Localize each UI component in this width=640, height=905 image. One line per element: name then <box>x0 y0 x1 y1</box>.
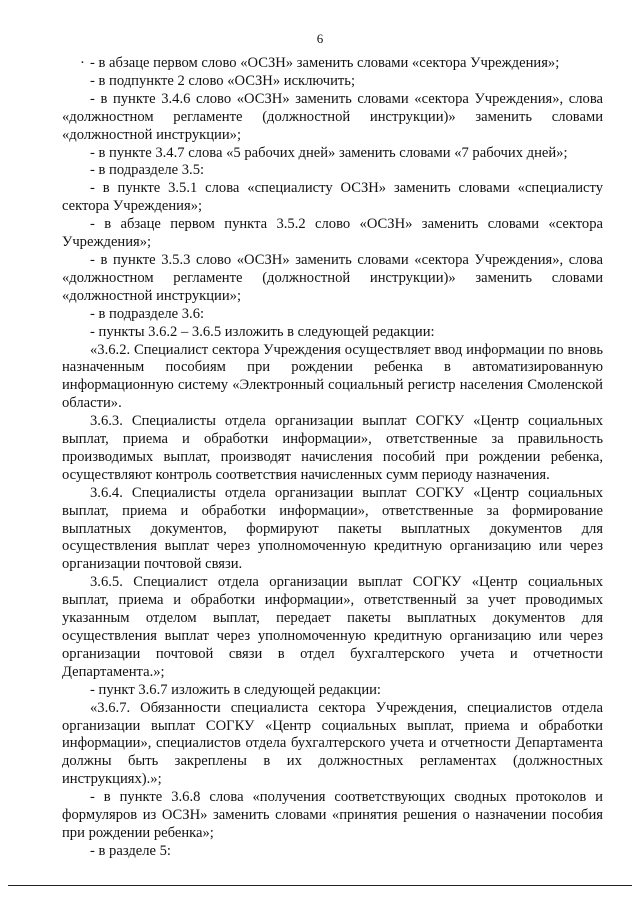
paragraph: - в пункте 3.4.6 слово «ОСЗН» заменить словами «сектора Учреждения», слова «должностном регламенте (должностной инструкции)» заменить словами «должностной инструкции»; <box>62 90 603 143</box>
page-number: 6 <box>316 31 324 46</box>
paragraph: - в разделе 5: <box>90 842 171 859</box>
paragraph: · - в абзаце первом слово «ОСЗН» заменить словами «сектора Учреждения»; <box>80 55 560 71</box>
paragraph: - в пункте 3.5.3 слово «ОСЗН» заменить словами «сектора Учреждения», слова «должностном регламенте (должностной инструкции)» заменить словами «должностной инструкции»; <box>62 251 603 304</box>
paragraph: 3.6.5. Специалист отдела организации выплат СОГКУ «Центр социальных выплат, приема и обработки информации», ответственный за учет проводимых указанным отделом выплат, передает пакеты выплатных документов для осуществления выплат через уполномоченную кредитную организацию или через организации почтовой связи в отдел бухгалтерского учета и отчетности Департамента.»; <box>62 574 603 680</box>
paragraph: - в абзаце первом пункта 3.5.2 слово «ОСЗН» заменить словами «сектора Учреждения»; <box>62 216 603 251</box>
paragraph: - в пункте 3.6.8 слова «получения соответствующих сводных протоколов и формуляров из ОСЗН» заменить словами «принятия решения о назначении пособия при рождении ребенка»; <box>62 789 603 841</box>
paragraph: «3.6.7. Обязанности специалиста сектора Учреждения, специалистов отдела организации выплат СОГКУ «Центр социальных выплат, приема и обработки информации», специалистов отдела бухгалтерского учета и отчетности Департамента должны быть закреплены в их должностных регламентах (должностных инструкциях).»; <box>62 699 603 788</box>
paragraph: - пункт 3.6.7 изложить в следующей редакции: <box>90 681 381 698</box>
paragraph: - в подпункте 2 слово «ОСЗН» исключить; <box>90 72 356 89</box>
margin-mark: · <box>80 55 85 71</box>
paragraph: «3.6.2. Специалист сектора Учреждения осуществляет ввод информации по вновь назначенным пособиям при рождении ребенка в автоматизированную информационную систему «Электронный социальный регистр населения Смоленской области». <box>62 341 603 412</box>
paragraph: - в подразделе 3.5: <box>90 162 205 179</box>
document-body <box>62 55 603 861</box>
paragraph: - пункты 3.6.2 – 3.6.5 изложить в следующей редакции: <box>90 323 435 340</box>
paragraph: 3.6.3. Специалисты отдела организации выплат СОГКУ «Центр социальных выплат, приема и обработки информации», ответственные за правильность производимых выплат, производят начисления пособий при рождении ребенка, осуществляют контроль соответствия начисленных сумм периоду назначения. <box>62 413 603 483</box>
paragraph: - в пункте 3.5.1 слова «специалисту ОСЗН» заменить словами «специалисту сектора Учреждения»; <box>62 180 603 215</box>
paragraph: - в подразделе 3.6: <box>90 305 205 322</box>
paragraph: 3.6.4. Специалисты отдела организации выплат СОГКУ «Центр социальных выплат, приема и обработки информации», ответственные за формирование выплатных документов, формируют пакеты выплатных документов для осуществления выплат через уполномоченную кредитную организацию или через организации почтовой связи. <box>62 484 603 573</box>
paragraph: - в пункте 3.4.7 слова «5 рабочих дней» заменить словами «7 рабочих дней»; <box>90 144 568 161</box>
scan-bottom-edge-line <box>8 885 632 886</box>
